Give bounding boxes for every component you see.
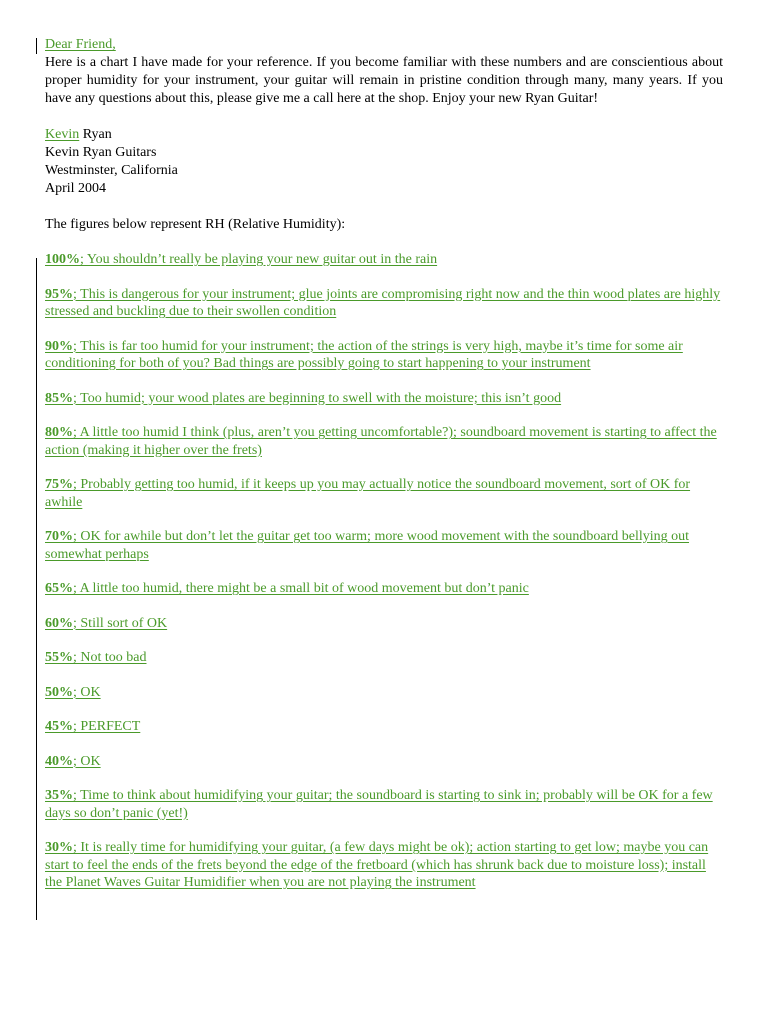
spacer: [45, 108, 723, 126]
humidity-percent: 40%: [45, 753, 73, 769]
humidity-description: ; It is really time for humidifying your guitar, (a few days might be ok); action starting to get low; maybe you can start to feel the ends of the frets beyond the edge of the fretboard (which has shrunk back due to moisture loss); install the Planet Waves Guitar Humidifier when you are not playing the instrument: [45, 840, 709, 890]
letter-date: April 2004: [45, 181, 107, 196]
signature-last-name: Ryan: [79, 127, 112, 142]
humidity-item-80: [45, 424, 723, 459]
humidity-description: ; OK: [73, 684, 101, 700]
humidity-percent: 85%: [45, 390, 73, 406]
humidity-item-50: [45, 684, 723, 702]
humidity-percent: 50%: [45, 684, 73, 700]
company-location: Westminster, California: [45, 163, 178, 178]
humidity-description: ; A little too humid, there might be a small bit of wood movement but don’t panic: [73, 581, 529, 596]
humidity-description: ; This is far too humid for your instrument; the action of the strings is very high, maybe it’s time for some air conditioning for both of you? Bad things are possibly going to start happening to your instrument: [45, 338, 683, 371]
humidity-description: ; Not too bad: [73, 650, 147, 665]
humidity-description: ; Too humid; your wood plates are beginning to swell with the moisture; this isn’t good: [73, 390, 562, 406]
humidity-percent: 80%: [45, 425, 73, 440]
humidity-description: ; A little too humid I think (plus, aren’t you getting uncomfortable?); soundboard movement is starting to affect the action (making it higher over the frets): [45, 425, 717, 458]
humidity-description: ; Probably getting too humid, if it keeps up you may actually notice the soundboard movement, sort of OK for awhile: [45, 477, 691, 510]
humidity-item-40: [45, 753, 723, 771]
humidity-percent: 70%: [45, 529, 73, 544]
humidity-item-60: [45, 615, 723, 633]
humidity-item-90: [45, 338, 723, 373]
letter-body: Here is a chart I have made for your reference. If you become familiar with these numbers and are conscientious about proper humidity for your instrument, your guitar will remain in pristine condition through many, many years. If you have any questions about this, please give me a call here at the shop. Enjoy your new Ryan Guitar!: [45, 55, 723, 106]
humidity-description: ; PERFECT: [73, 719, 141, 734]
humidity-percent: 45%: [45, 719, 73, 734]
humidity-item-55: [45, 649, 723, 667]
humidity-percent: 75%: [45, 477, 73, 492]
humidity-description: ; OK: [73, 753, 101, 769]
change-bar-greeting: [36, 38, 37, 54]
humidity-percent: 55%: [45, 650, 73, 665]
humidity-item-70: [45, 528, 723, 563]
humidity-item-85: [45, 390, 723, 408]
humidity-percent: 65%: [45, 581, 73, 596]
company-name: Kevin Ryan Guitars: [45, 145, 157, 160]
humidity-item-45: [45, 718, 723, 736]
change-bar-list: [36, 258, 37, 920]
humidity-percent: 60%: [45, 615, 73, 631]
humidity-percent: 90%: [45, 338, 73, 354]
humidity-description: ; OK for awhile but don’t let the guitar get too warm; more wood movement with the soundboard bellying out somewhat perhaps: [45, 529, 690, 562]
humidity-percent: 30%: [45, 840, 73, 855]
humidity-description: ; This is dangerous for your instrument; glue joints are compromising right now and the thin wood plates are highly stressed and buckling due to their swollen condition: [45, 286, 721, 319]
humidity-percent: 35%: [45, 788, 73, 803]
signature-first-name: Kevin: [45, 127, 80, 142]
humidity-list: [45, 251, 723, 892]
letter-signature: [45, 126, 723, 144]
humidity-percent: 95%: [45, 286, 73, 302]
spacer: [45, 198, 723, 216]
humidity-item-35: [45, 787, 723, 822]
humidity-percent: 100%: [45, 252, 80, 267]
humidity-description: ; You shouldn’t really be playing your new guitar out in the rain: [80, 252, 438, 267]
humidity-item-95: [45, 286, 723, 321]
humidity-description: ; Time to think about humidifying your guitar; the soundboard is starting to sink in; probably will be OK for a few days so don’t panic (yet!): [45, 788, 713, 821]
humidity-item-30: [45, 839, 723, 892]
letter-page: [45, 36, 723, 909]
letter-greeting: Dear Friend,: [45, 37, 116, 52]
rh-intro: The figures below represent RH (Relative Humidity):: [45, 217, 346, 232]
humidity-item-75: [45, 476, 723, 511]
humidity-item-65: [45, 580, 723, 598]
humidity-description: ; Still sort of OK: [73, 615, 168, 631]
humidity-item-100: [45, 251, 723, 269]
